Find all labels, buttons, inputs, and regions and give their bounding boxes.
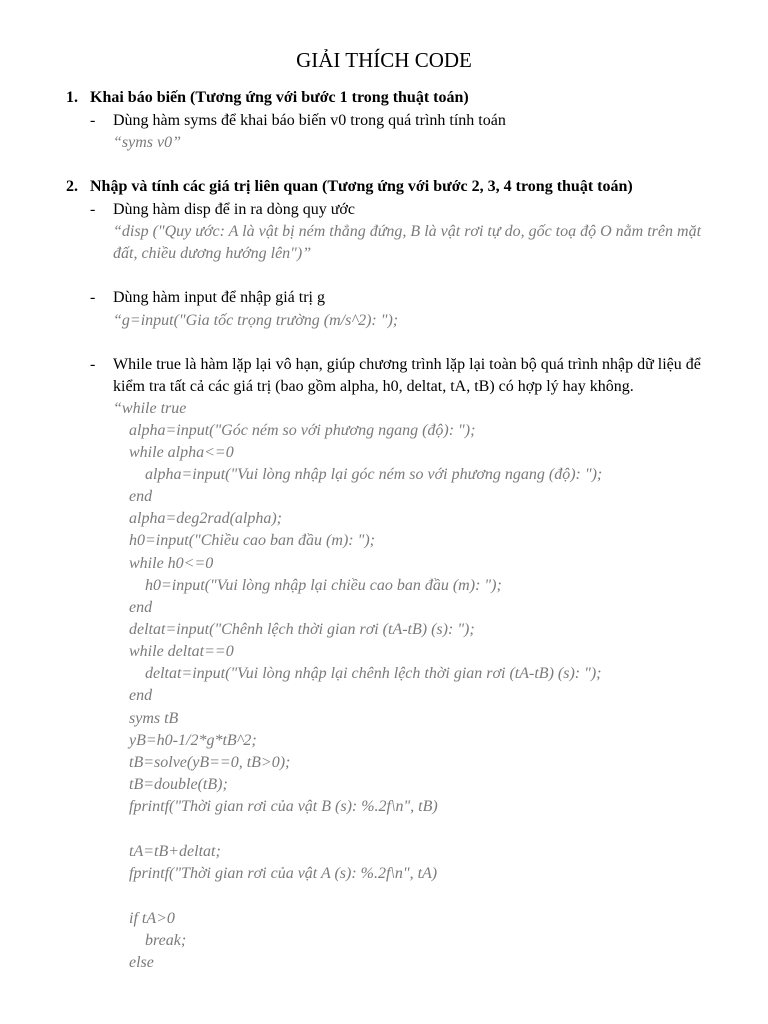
code-line: tA=tB+deltat; xyxy=(129,843,221,860)
code-line: tB=solve(yB==0, tB>0); xyxy=(129,754,291,771)
code-line: alpha=deg2rad(alpha); xyxy=(129,510,282,527)
section-2-heading xyxy=(66,176,633,198)
code-line: end xyxy=(129,687,153,704)
code-line: else xyxy=(129,954,154,971)
code-line: if tA>0 xyxy=(129,910,175,927)
section-1-number: 1. xyxy=(66,89,78,106)
bullet-dash: - xyxy=(90,112,96,129)
section-1-heading xyxy=(66,87,469,109)
code-disp: “disp ("Quy ước: A là vật bị ném thẳng đứng, B là vật rơi tự do, gốc toạ độ O nằm trên mặt đất, chiều dương hướng lên")” xyxy=(113,223,702,262)
section-2-title: Nhập và tính các giá trị liên quan (Tương ứng với bước 2, 3, 4 trong thuật toán) xyxy=(90,178,633,195)
code-line: while alpha<=0 xyxy=(129,444,234,461)
code-line: h0=input("Vui lòng nhập lại chiều cao ban đầu (m): "); xyxy=(145,577,502,594)
code-line: yB=h0-1/2*g*tB^2; xyxy=(129,732,257,749)
page-title: GIẢI THÍCH CODE xyxy=(296,48,472,72)
bullet-disp: Dùng hàm disp để in ra dòng quy ước xyxy=(113,201,355,218)
bullet-while: While true là hàm lặp lại vô hạn, giúp chương trình lặp lại toàn bộ quá trình nhập dữ liệu để kiểm tra tất cả các giá trị (bao gồm alpha, h0, deltat, tA, tB) có hợp lý hay không. xyxy=(113,356,701,395)
code-syms: “syms v0” xyxy=(113,134,182,151)
code-line: deltat=input("Chênh lệch thời gian rơi (tA-tB) (s): "); xyxy=(129,621,475,638)
code-line: alpha=input("Góc ném so với phương ngang (độ): "); xyxy=(129,422,476,439)
code-line: break; xyxy=(145,932,187,949)
bullet-dash: - xyxy=(90,201,96,218)
section-1-bullet: Dùng hàm syms để khai báo biến v0 trong quá trình tính toán xyxy=(113,112,506,129)
code-input: “g=input("Gia tốc trọng trường (m/s^2): "); xyxy=(113,312,399,329)
code-line: end xyxy=(129,599,153,616)
code-line: syms tB xyxy=(129,710,179,727)
bullet-dash: - xyxy=(90,289,96,306)
code-line: while deltat==0 xyxy=(129,643,234,660)
code-line: while h0<=0 xyxy=(129,555,214,572)
code-line: end xyxy=(129,488,153,505)
code-line: fprintf("Thời gian rơi của vật B (s): %.2f\n", tB) xyxy=(129,798,438,815)
bullet-input: Dùng hàm input để nhập giá trị g xyxy=(113,289,325,306)
code-line: h0=input("Chiều cao ban đầu (m): "); xyxy=(129,532,375,549)
section-1-title: Khai báo biến (Tương ứng với bước 1 trong thuật toán) xyxy=(90,89,469,106)
code-line: “while true xyxy=(113,400,187,417)
code-line: alpha=input("Vui lòng nhập lại góc ném so với phương ngang (độ): "); xyxy=(145,466,603,483)
bullet-dash: - xyxy=(90,356,96,373)
code-line: fprintf("Thời gian rơi của vật A (s): %.2f\n", tA) xyxy=(129,865,438,882)
section-2-number: 2. xyxy=(66,178,78,195)
code-line: deltat=input("Vui lòng nhập lại chênh lệch thời gian rơi (tA-tB) (s): "); xyxy=(145,665,602,682)
code-line: tB=double(tB); xyxy=(129,776,228,793)
